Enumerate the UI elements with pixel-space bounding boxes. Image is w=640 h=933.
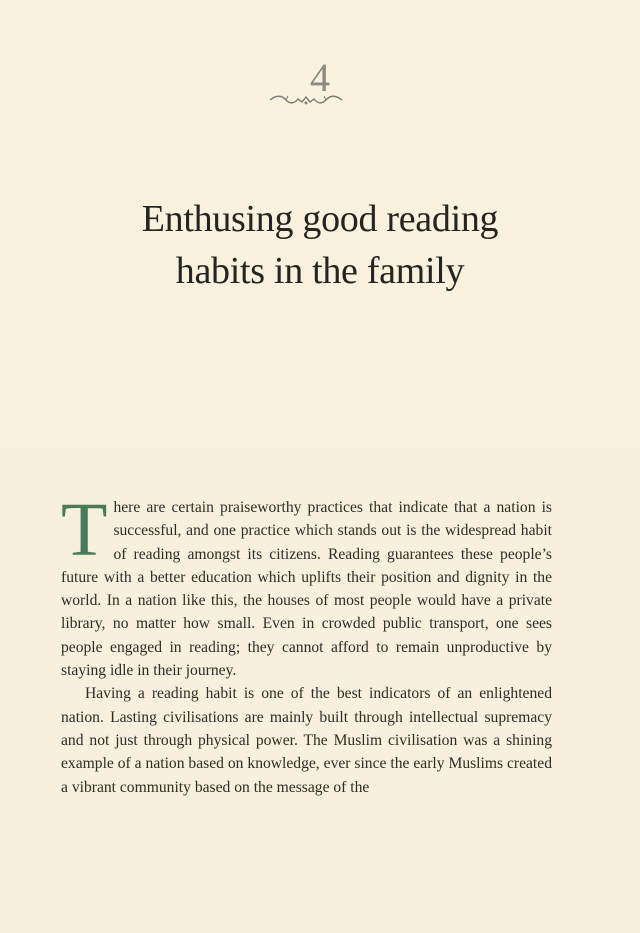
chapter-number: 4 xyxy=(310,55,330,100)
chapter-body xyxy=(61,488,552,799)
chapter-title xyxy=(0,193,640,297)
chapter-title-line-1: Enthusing good reading xyxy=(141,198,499,241)
paragraph-1 xyxy=(61,488,552,682)
paragraph-2: Having a reading habit is one of the best indicators of an enlightened nation. Lasting civilisations are mainly built through intellectual supremacy and not just through physical power. The Muslim civilisation was a shining example of a nation based on knowledge, ever since the early Muslims created a vibrant community based on the message of the xyxy=(61,685,552,796)
decorative-flourish-icon xyxy=(268,93,344,107)
drop-cap: T xyxy=(61,488,108,572)
chapter-title-line-2: habits in the family xyxy=(175,250,465,293)
paragraph-1-text: here are certain praiseworthy practices that indicate that a nation is successful, and one practice which stands out is the widespread habit of reading amongst its citizens. Reading guarantees these people’s future with a better education which uplifts their position and dignity in the world. In a nation like this, the houses of most people would have a private library, no matter how small. Even in crowded public transport, one sees people engaged in reading; they cannot afford to remain unproductive by staying idle in their journey. xyxy=(61,499,552,680)
